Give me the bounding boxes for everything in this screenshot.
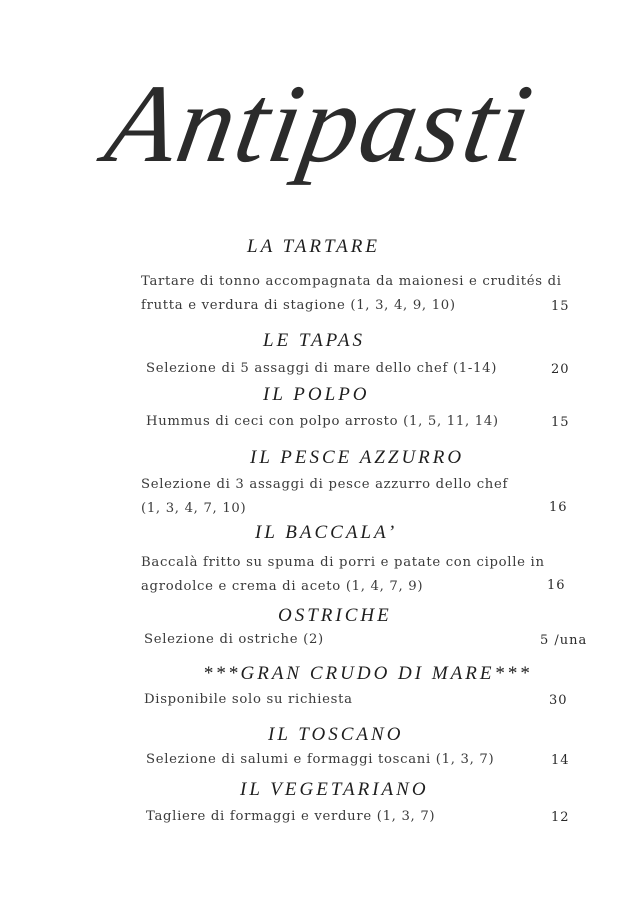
item-price-il-vegetariano: 12 [551,810,570,825]
item-name-il-pesce-azzurro: IL PESCE AZZURRO [250,447,465,468]
description-line: Selezione di 5 assaggi di mare dello chef (1-14) [146,361,498,376]
item-description-le-tapas [146,357,598,381]
item-name-gran-crudo-di-mare: ***GRAN CRUDO DI MARE*** [203,663,532,684]
item-description-il-vegetariano [146,805,598,829]
item-name-la-tartare: LA TARTARE [247,236,380,257]
item-description-il-pesce-azzurro [141,473,593,521]
item-name-il-baccala: IL BACCALA’ [255,522,398,543]
item-name-il-vegetariano: IL VEGETARIANO [240,779,429,800]
description-line: agrodolce e crema di aceto (1, 4, 7, 9) [141,579,424,594]
description-line: Selezione di 3 assaggi di pesce azzurro dello chef [141,477,509,492]
item-price-ostriche: 5 /una [540,633,588,648]
item-description-il-polpo [146,410,598,434]
item-description-ostriche [144,628,596,652]
description-line: Tartare di tonno accompagnata da maionesi e crudités di [141,274,562,289]
item-description-gran-crudo-di-mare [144,688,596,712]
description-line: Selezione di salumi e formaggi toscani (1, 3, 7) [146,752,495,767]
item-description-la-tartare [141,270,593,318]
item-price-il-pesce-azzurro: 16 [549,500,568,515]
description-line: Baccalà fritto su spuma di porri e patate con cipolle in [141,555,545,570]
menu-title: Antipasti [97,62,543,186]
item-name-il-toscano: IL TOSCANO [268,724,404,745]
description-line: (1, 3, 4, 7, 10) [141,501,247,516]
item-price-il-toscano: 14 [551,753,570,768]
description-line: Selezione di ostriche (2) [144,632,324,647]
item-price-la-tartare: 15 [551,299,570,314]
item-name-il-polpo: IL POLPO [263,384,370,405]
item-description-il-toscano [146,748,598,772]
description-line: Tagliere di formaggi e verdure (1, 3, 7) [146,809,436,824]
item-description-il-baccala [141,551,593,599]
description-line: Hummus di ceci con polpo arrosto (1, 5, 11, 14) [146,414,499,429]
description-line: Disponibile solo su richiesta [144,692,353,707]
item-price-il-polpo: 15 [551,415,570,430]
item-price-le-tapas: 20 [551,362,570,377]
item-price-gran-crudo-di-mare: 30 [549,693,568,708]
item-price-il-baccala: 16 [547,578,566,593]
item-name-le-tapas: LE TAPAS [263,330,365,351]
item-name-ostriche: OSTRICHE [278,605,392,626]
description-line: frutta e verdura di stagione (1, 3, 4, 9, 10) [141,298,456,313]
